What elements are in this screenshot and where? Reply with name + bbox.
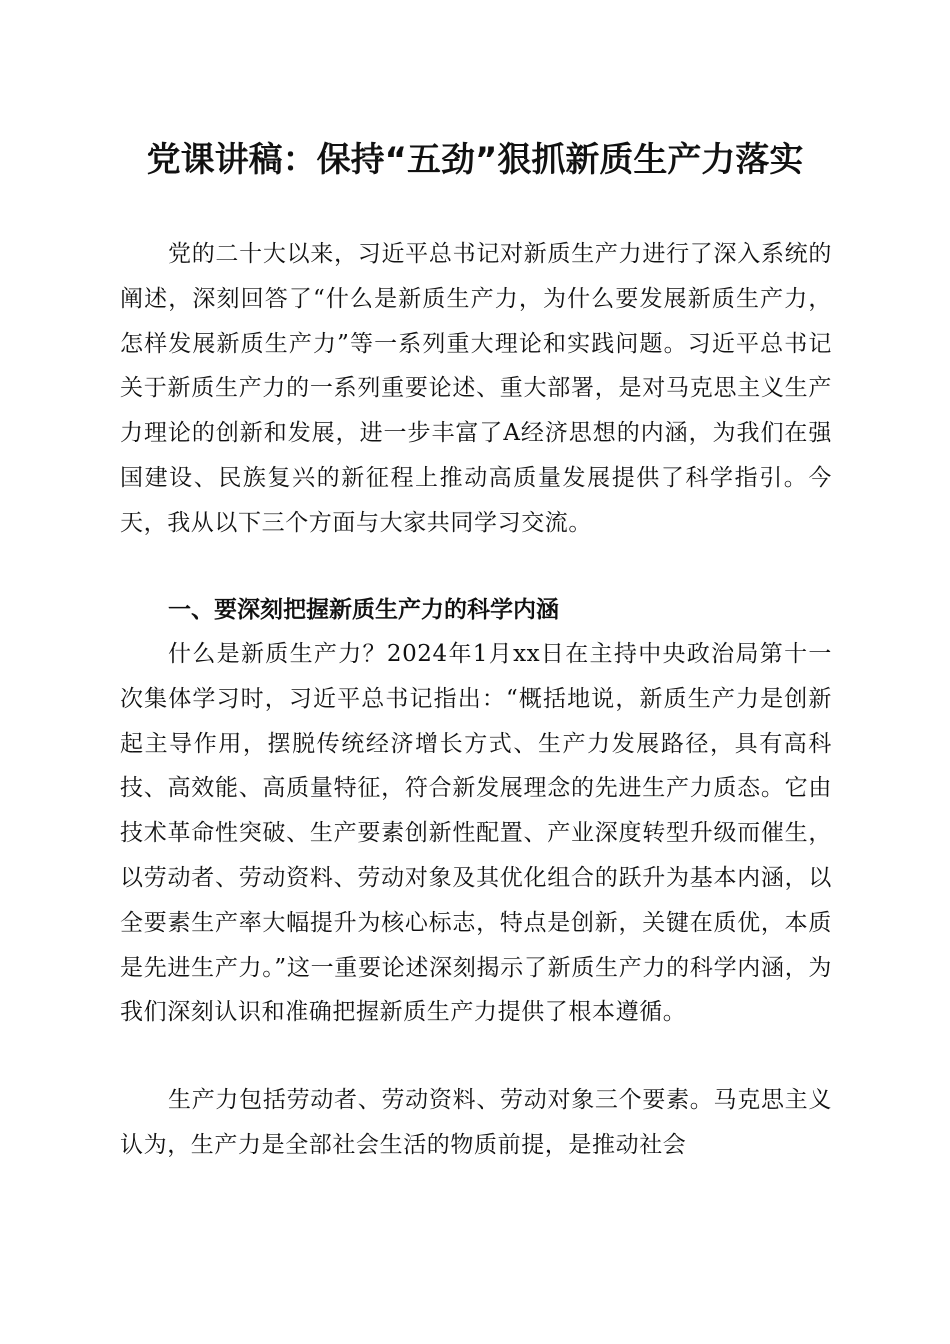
body-paragraph: 生产力包括劳动者、劳动资料、劳动对象三个要素。马克思主义认为，生产力是全部社会生活的物质前提，是推动社会 [120,1087,832,1158]
intro-paragraph: 党的二十大以来，习近平总书记对新质生产力进行了深入系统的阐述，深刻回答了“什么是新质生产力，为什么要发展新质生产力，怎样发展新质生产力”等一系列重大理论和实践问题。习近平总书记关于新质生产力的一系列重要论述、重大部署，是对马克思主义生产力理论的创新和发展，进一步丰富了A经济思想的内涵，为我们在强国建设、民族复兴的新征程上推动高质量发展提供了科学指引。今天，我从以下三个方面与大家共同学习交流。 [120,241,832,536]
document-title: 党课讲稿：保持“五劲”狠抓新质生产力落实 [146,140,804,180]
body-paragraph: 什么是新质生产力？2024年1月xx日在主持中央政治局第十一次集体学习时，习近平总书记指出：“概括地说，新质生产力是创新起主导作用，摆脱传统经济增长方式、生产力发展路径，具有高科技、高效能、高质量特征，符合新发展理念的先进生产力质态。它由技术革命性突破、生产要素创新性配置、产业深度转型升级而催生，以劳动者、劳动资料、劳动对象及其优化组合的跃升为基本内涵，以全要素生产率大幅提升为核心标志，特点是创新，关键在质优，本质是先进生产力。”这一重要论述深刻揭示了新质生产力的科学内涵，为我们深刻认识和准确把握新质生产力提供了根本遵循。 [120,641,832,1026]
section-heading: 一、要深刻把握新质生产力的科学内涵 [168,597,559,623]
